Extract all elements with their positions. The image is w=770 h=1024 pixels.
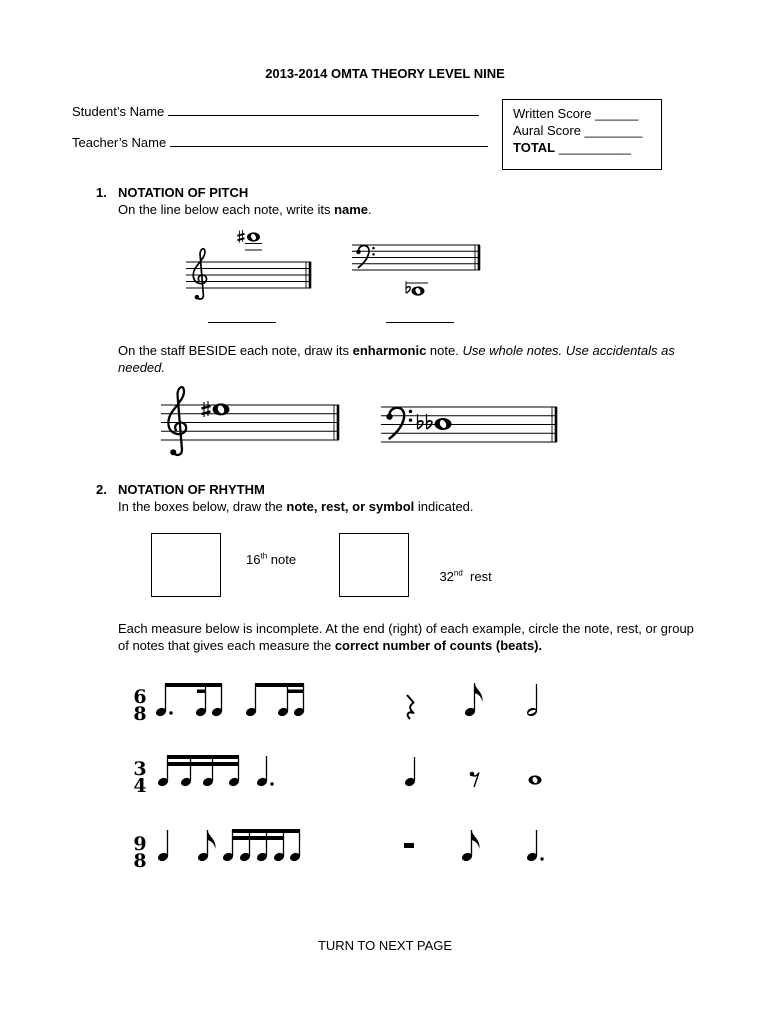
- quarter-rest-icon: [407, 695, 414, 719]
- answer-options: [404, 757, 542, 788]
- flat-icon: [418, 414, 423, 429]
- name-staff-treble: [186, 230, 311, 300]
- rhythm-measure-3: [133, 829, 543, 872]
- measure-notes: [157, 829, 302, 863]
- instruction-text-end: .: [368, 202, 372, 217]
- time-signature-bottom: 8: [133, 703, 147, 725]
- name-staff-bass: [352, 245, 480, 296]
- rhythm-measure-2: [133, 755, 541, 797]
- bass-clef-icon: [386, 408, 412, 439]
- staff-lines: [161, 405, 339, 440]
- sixteenth-beam: [197, 690, 206, 694]
- quarter-note-icon: [404, 757, 417, 788]
- measure-notes: [157, 755, 274, 788]
- answer-options: [404, 830, 544, 863]
- beam: [165, 683, 222, 687]
- sharp-icon: [202, 401, 211, 417]
- section-1-title: NOTATION OF PITCH: [118, 185, 249, 200]
- label-suffix: rest: [462, 569, 492, 584]
- eighth-note: [197, 830, 216, 863]
- label-ordinal: th: [260, 551, 268, 561]
- enharmonic-directions: Use whole notes. Use accidentals as needed.: [118, 343, 675, 375]
- answer-options: [407, 683, 538, 719]
- enharmonic-emphasis: enharmonic: [352, 343, 427, 358]
- time-signature-bottom: 4: [133, 775, 147, 797]
- staff-lines: [352, 245, 480, 270]
- aural-score: Aural Score ________: [513, 123, 643, 138]
- whole-note-icon: [213, 403, 230, 415]
- whole-note-icon: [247, 232, 260, 241]
- dotted-quarter-note-icon: [526, 830, 544, 863]
- augmentation-dot: [169, 711, 172, 714]
- label-number: 16: [246, 552, 261, 567]
- total-label: TOTAL: [513, 140, 556, 155]
- beam: [255, 683, 304, 687]
- time-signature-top: 6: [133, 686, 147, 708]
- staff-lines: [381, 407, 557, 442]
- enharmonic-staff-treble: [161, 387, 339, 455]
- label-suffix: note: [267, 552, 297, 567]
- page-title: 2013-2014 OMTA THEORY LEVEL NINE: [265, 66, 505, 81]
- eighth-note-icon: [464, 683, 483, 718]
- teacher-name-label: Teacher’s Name: [72, 135, 167, 150]
- instruction-text-end: indicated.: [414, 499, 474, 514]
- augmentation-dot: [270, 782, 273, 785]
- whole-note-icon: [412, 286, 425, 295]
- sixteenth-beam: [167, 762, 239, 766]
- time-signature-bottom: 8: [133, 850, 147, 872]
- measures-text: Each measure below is incomplete. At the end (right) of each example, circle the note, rest, or group of notes that gives each measure the: [118, 621, 694, 653]
- eighth-rest-icon: [470, 772, 479, 787]
- page-footer: TURN TO NEXT PAGE: [317, 938, 453, 953]
- instruction-emphasis: name: [334, 202, 369, 217]
- label-ordinal: nd: [453, 568, 463, 578]
- total-blank: __________: [555, 140, 632, 155]
- half-note-icon: [526, 684, 539, 718]
- sharp-icon: [237, 230, 244, 243]
- flat-icon: [427, 414, 432, 429]
- treble-clef-icon: [193, 249, 206, 300]
- measure-notes: [155, 683, 306, 718]
- enharmonic-staff-bass: [381, 407, 557, 442]
- sixteenth-beam: [287, 690, 304, 694]
- student-name-label: Student’s Name: [72, 104, 165, 119]
- beam: [167, 755, 239, 759]
- section-1-number: 1.: [96, 185, 107, 200]
- bass-clef-icon: [356, 246, 375, 268]
- instruction-emphasis: note, rest, or symbol: [286, 499, 415, 514]
- enharmonic-text-mid: note.: [426, 343, 463, 358]
- sixteenth-beam: [232, 836, 284, 840]
- whole-note-icon: [435, 418, 452, 430]
- instruction-text: On the line below each note, write its: [118, 202, 335, 217]
- beam: [232, 829, 300, 833]
- whole-note-icon: [529, 775, 542, 784]
- time-signature-top: 3: [133, 758, 147, 780]
- eighth-note-icon: [461, 830, 480, 863]
- label-number: 32: [439, 569, 454, 584]
- measures-emphasis: correct number of counts (beats).: [334, 638, 543, 653]
- section-2-number: 2.: [96, 482, 107, 497]
- written-score: Written Score ______: [513, 106, 639, 121]
- enharmonic-text: On the staff BESIDE each note, draw its: [118, 343, 353, 358]
- time-signature-top: 9: [133, 833, 147, 855]
- rhythm-measure-1: [133, 683, 538, 725]
- section-2-title: NOTATION OF RHYTHM: [118, 482, 265, 497]
- treble-clef-icon: [168, 387, 186, 455]
- instruction-text: In the boxes below, draw the: [118, 499, 287, 514]
- half-rest-icon: [404, 843, 414, 848]
